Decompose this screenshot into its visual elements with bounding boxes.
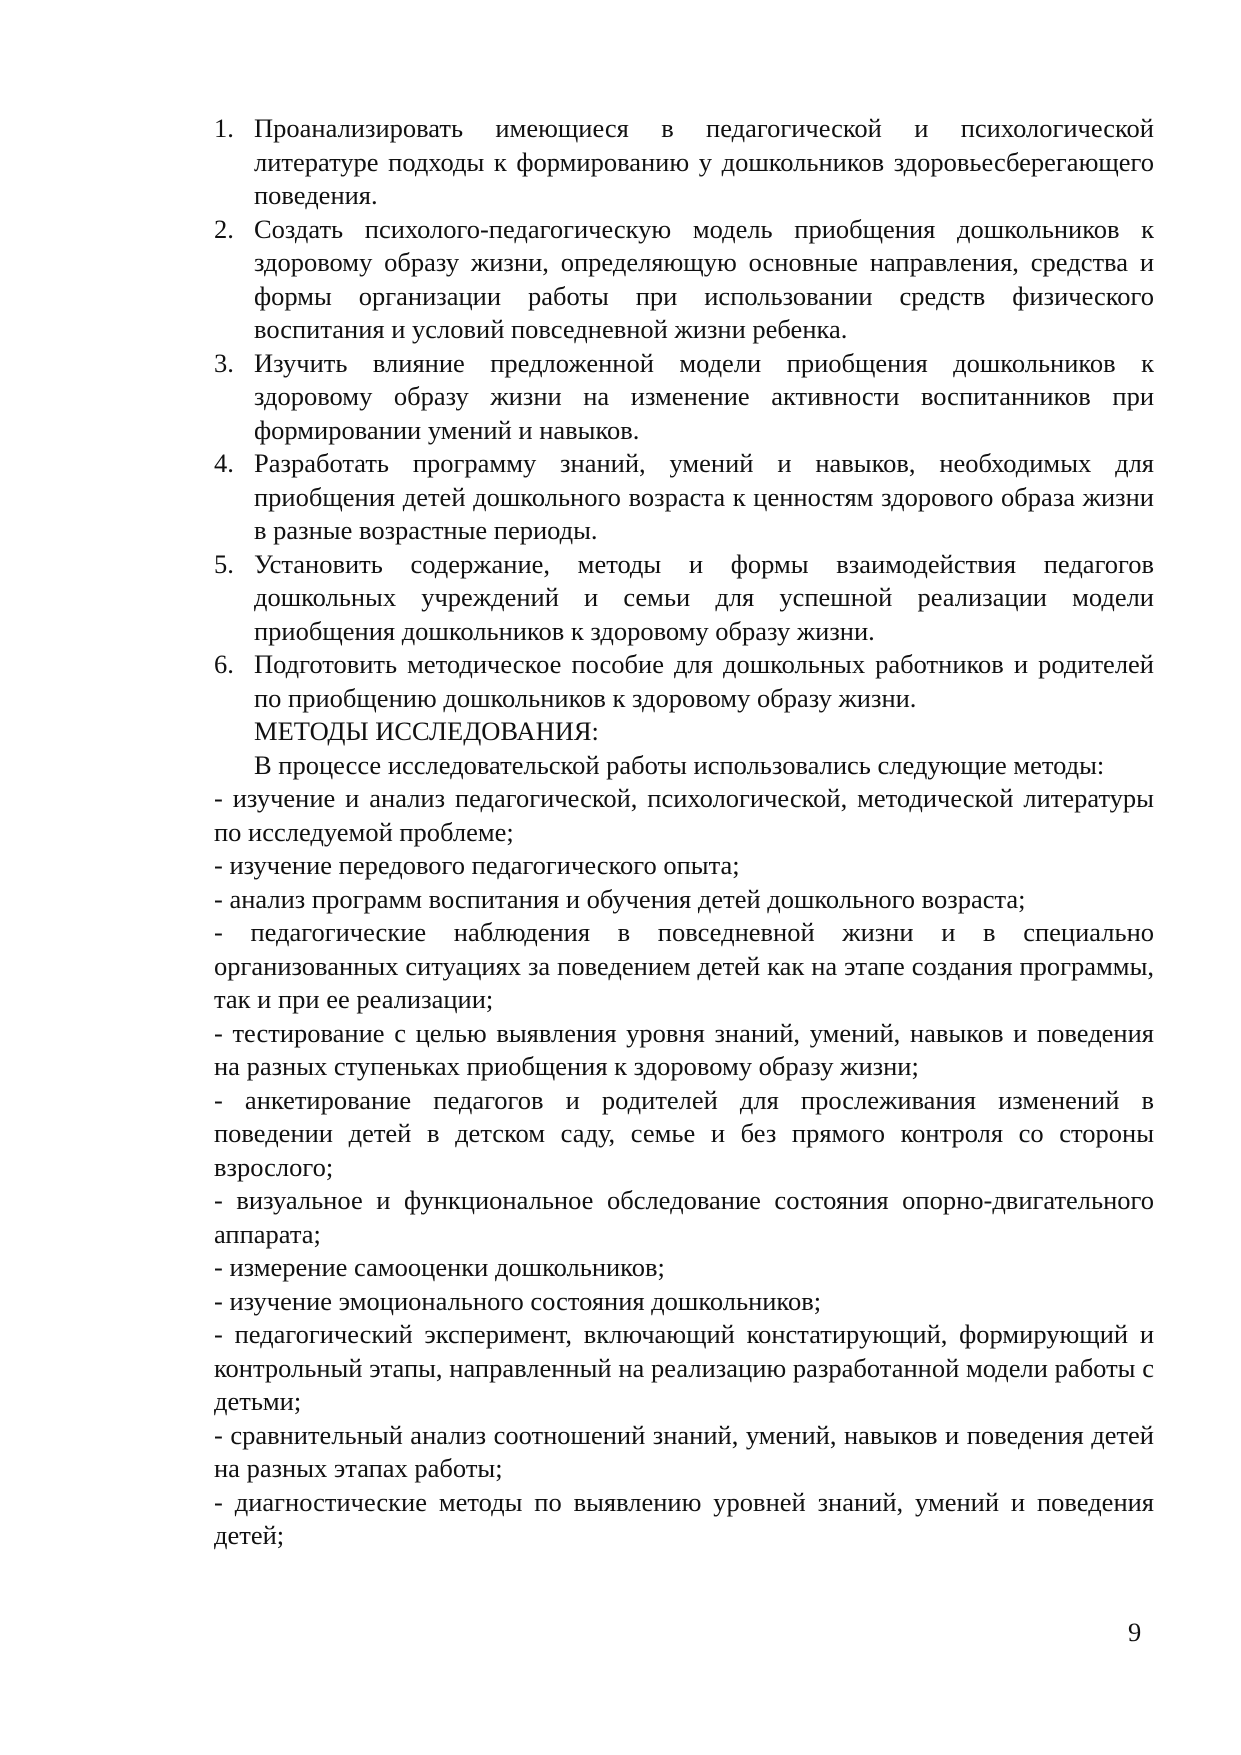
task-text: Изучить влияние предложенной модели приобщения дошкольников к здоровому образу жизни на изменение активности воспитанников при формировании умений и навыков. [254, 347, 1154, 445]
task-number: 2. [214, 213, 234, 244]
task-text: Установить содержание, методы и формы взаимодействия педагогов дошкольных учреждений и семьи для успешной реализации модели приобщения дошкольников к здоровому образу жизни. [254, 548, 1154, 646]
method-item: - диагностические методы по выявлению уровней знаний, умений и поведения детей; [214, 1486, 1154, 1550]
task-text: Разработать программу знаний, умений и навыков, необходимых для приобщения детей дошкольного возраста к ценностям здорового образа жизни в разные возрастные периоды. [254, 448, 1154, 545]
method-item: - измерение самооценки дошкольников; [214, 1252, 665, 1282]
task-text: Проанализировать имеющиеся в педагогической и психологической литературе подходы к формированию у дошкольников здоровьесберегающего поведения. [254, 113, 1154, 210]
task-item [214, 648, 1154, 715]
method-item: - визуальное и функциональное обследование состояния опорно-двигательного аппарата; [214, 1185, 1154, 1249]
task-text: Создать психолого-педагогическую модель приобщения дошкольников к здоровому образу жизни, определяющую основные направления, средства и формы организации работы при использовании средств физического воспитания и условий повседневной жизни ребенка. [254, 213, 1154, 344]
method-item: - тестирование с целью выявления уровня знаний, умений, навыков и поведения на разных ступеньках приобщения к здоровому образу жизни; [214, 1017, 1154, 1081]
methods-heading: МЕТОДЫ ИССЛЕДОВАНИЯ: [254, 716, 599, 746]
task-item [214, 548, 1154, 649]
task-list [214, 112, 1154, 715]
method-item: - изучение передового педагогического опыта; [214, 850, 740, 880]
task-item [214, 447, 1154, 548]
task-number: 6. [214, 649, 234, 679]
method-item: - педагогические наблюдения в повседневной жизни и в специально организованных ситуациях за поведением детей как на этапе создания программы, так и при ее реализации; [214, 917, 1154, 1014]
task-item [214, 112, 1154, 213]
method-item: - анализ программ воспитания и обучения детей дошкольного возраста; [214, 883, 1026, 914]
method-item: - анкетирование педагогов и родителей для прослеживания изменений в поведении детей в детском саду, семье и без прямого контроля со стороны взрослого; [214, 1084, 1154, 1182]
method-item: - изучение и анализ педагогической, психологической, методической литературы по исследуемой проблеме; [214, 783, 1154, 847]
task-number: 5. [214, 548, 234, 579]
task-number: 1. [214, 113, 234, 143]
method-item: - педагогический эксперимент, включающий констатирующий, формирующий и контрольный этапы, направленный на реализацию разработанной модели работы с детьми; [214, 1319, 1154, 1416]
task-number: 4. [214, 448, 234, 478]
method-item: - изучение эмоционального состояния дошкольников; [214, 1285, 822, 1316]
task-number: 3. [214, 347, 234, 378]
document-page [214, 112, 1154, 1553]
task-item [214, 213, 1154, 347]
method-list [214, 782, 1154, 1553]
method-item: - сравнительный анализ соотношений знаний, умений, навыков и поведения детей на разных этапах работы; [214, 1419, 1154, 1483]
methods-intro: В процессе исследовательской работы использовались следующие методы: [254, 749, 1105, 780]
task-item [214, 347, 1154, 448]
task-text: Подготовить методическое пособие для дошкольных работников и родителей по приобщению дошкольников к здоровому образу жизни. [254, 649, 1154, 713]
page-number: 9 [1128, 1617, 1142, 1647]
